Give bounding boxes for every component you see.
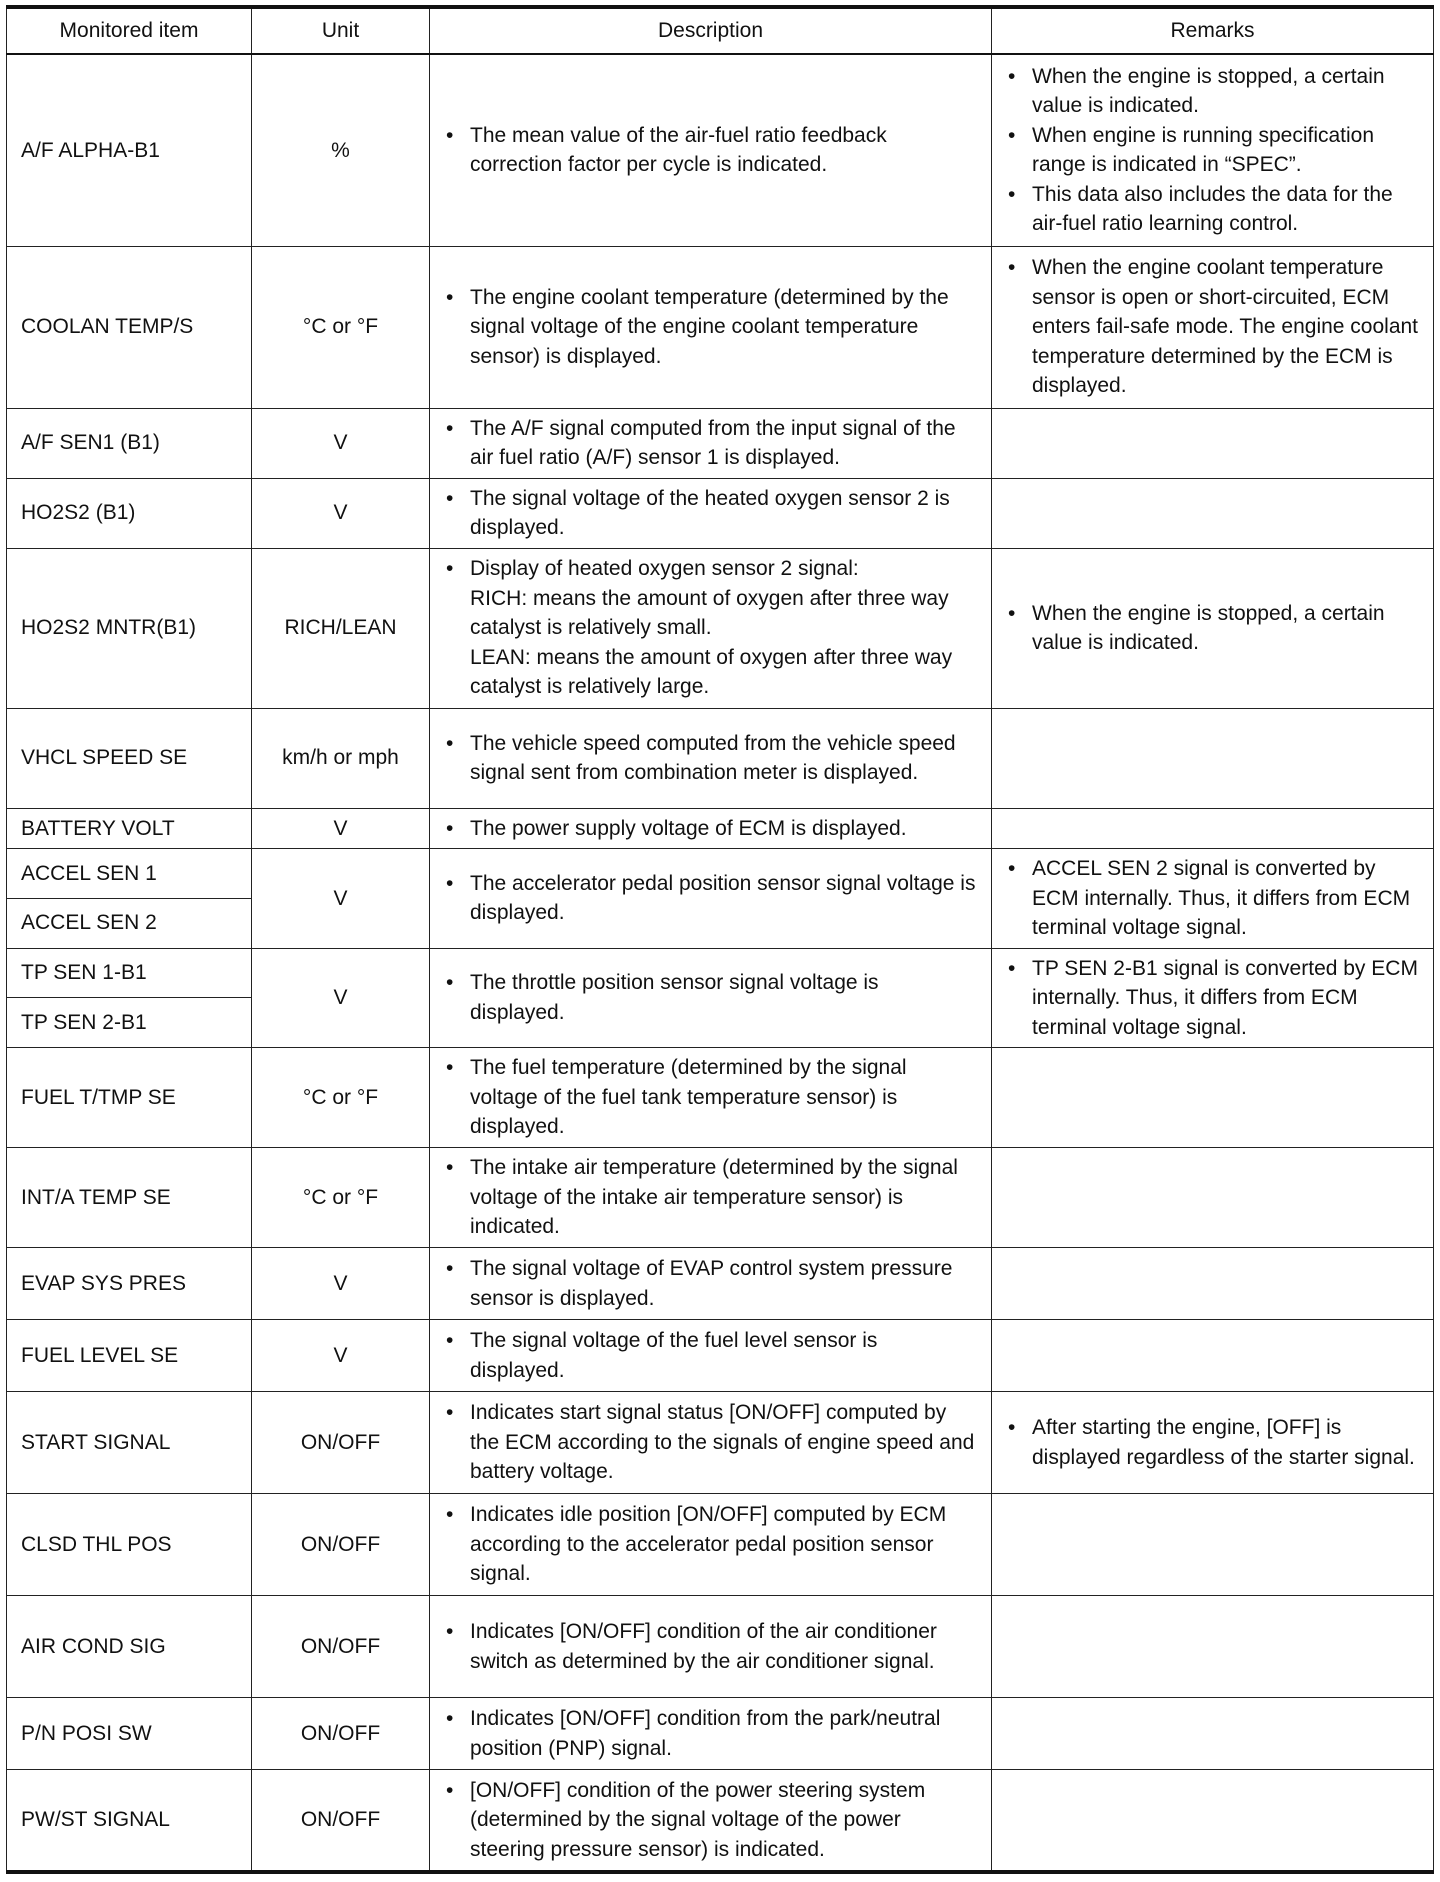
description-bullet: • The accelerator pedal position sensor signal voltage is displayed. — [444, 869, 977, 928]
row-description — [430, 1392, 992, 1494]
remark-bullet: • When engine is running specification range is indicated in “SPEC”. — [1006, 121, 1419, 180]
row-remarks — [992, 478, 1434, 548]
header-monitored-item: Monitored item — [7, 7, 252, 54]
row-unit: ON/OFF — [252, 1698, 430, 1770]
row-remarks — [992, 1770, 1434, 1872]
row-item: EVAP SYS PRES — [7, 1248, 252, 1320]
table-row — [7, 1596, 1434, 1698]
description-bullet: • Indicates idle position [ON/OFF] computed by ECM according to the accelerator pedal position sensor signal. — [444, 1500, 977, 1589]
row-item: BATTERY VOLT — [7, 808, 252, 849]
row-item: CLSD THL POS — [7, 1494, 252, 1596]
row-item: FUEL T/TMP SE — [7, 1048, 252, 1148]
table-row — [7, 246, 1434, 408]
row-item: INT/A TEMP SE — [7, 1148, 252, 1248]
row-remarks — [992, 1148, 1434, 1248]
row-unit: V — [252, 478, 430, 548]
table-row — [7, 408, 1434, 478]
table-row — [7, 708, 1434, 808]
table-row — [7, 1698, 1434, 1770]
table-row — [7, 1770, 1434, 1872]
table-row — [7, 1392, 1434, 1494]
row-unit: V — [252, 808, 430, 849]
table-row — [7, 849, 1434, 899]
row-unit: V — [252, 849, 430, 949]
remark-bullet: • After starting the engine, [OFF] is displayed regardless of the starter signal. — [1006, 1413, 1419, 1472]
row-remarks — [992, 1048, 1434, 1148]
table-row — [7, 1148, 1434, 1248]
row-description — [430, 948, 992, 1048]
row-item: TP SEN 1-B1 — [7, 948, 252, 998]
remark-bullet: • This data also includes the data for the air-fuel ratio learning control. — [1006, 180, 1419, 239]
remark-bullet: • When the engine is stopped, a certain value is indicated. — [1006, 62, 1419, 121]
row-description — [430, 849, 992, 949]
row-description — [430, 1320, 992, 1392]
row-description — [430, 1148, 992, 1248]
row-unit: % — [252, 54, 430, 246]
description-bullet: • The power supply voltage of ECM is displayed. — [444, 814, 977, 844]
description-bullet: • The signal voltage of the heated oxygen sensor 2 is displayed. — [444, 484, 977, 543]
table-row — [7, 548, 1434, 708]
row-item: VHCL SPEED SE — [7, 708, 252, 808]
description-bullet: • The signal voltage of EVAP control system pressure sensor is displayed. — [444, 1254, 977, 1313]
description-bullet: • [ON/OFF] condition of the power steering system (determined by the signal voltage of the power steering pressure sensor) is indicated. — [444, 1776, 977, 1865]
description-bullet — [444, 554, 977, 702]
row-unit: °C or °F — [252, 1148, 430, 1248]
description-bullet: • The engine coolant temperature (determined by the signal voltage of the engine coolant temperature sensor) is displayed. — [444, 283, 977, 372]
description-bullet: • Indicates [ON/OFF] condition from the park/neutral position (PNP) signal. — [444, 1704, 977, 1763]
row-description — [430, 54, 992, 246]
row-item: AIR COND SIG — [7, 1596, 252, 1698]
description-bullet: • The intake air temperature (determined by the signal voltage of the intake air temperature sensor) is indicated. — [444, 1153, 977, 1242]
description-bullet: • The vehicle speed computed from the vehicle speed signal sent from combination meter is displayed. — [444, 729, 977, 788]
row-description — [430, 1248, 992, 1320]
row-item: ACCEL SEN 1 — [7, 849, 252, 899]
row-item: HO2S2 MNTR(B1) — [7, 548, 252, 708]
row-unit: km/h or mph — [252, 708, 430, 808]
row-item: COOLAN TEMP/S — [7, 246, 252, 408]
row-remarks — [992, 246, 1434, 408]
table-row — [7, 54, 1434, 246]
table-row — [7, 948, 1434, 998]
header-description: Description — [430, 7, 992, 54]
description-bullet: • Indicates [ON/OFF] condition of the air conditioner switch as determined by the air conditioner signal. — [444, 1617, 977, 1676]
row-description — [430, 1698, 992, 1770]
row-remarks — [992, 808, 1434, 849]
row-description — [430, 408, 992, 478]
row-unit: V — [252, 1320, 430, 1392]
header-remarks: Remarks — [992, 7, 1434, 54]
row-remarks — [992, 408, 1434, 478]
row-remarks — [992, 1494, 1434, 1596]
row-unit: ON/OFF — [252, 1770, 430, 1872]
description-bullet: • The signal voltage of the fuel level sensor is displayed. — [444, 1326, 977, 1385]
remark-bullet: • When the engine coolant temperature sensor is open or short-circuited, ECM enters fail-safe mode. The engine coolant temperature determined by the ECM is displayed. — [1006, 253, 1419, 401]
row-remarks — [992, 948, 1434, 1048]
row-item: PW/ST SIGNAL — [7, 1770, 252, 1872]
description-bullet: • The mean value of the air-fuel ratio feedback correction factor per cycle is indicated. — [444, 121, 977, 180]
remark-bullet: • When the engine is stopped, a certain value is indicated. — [1006, 599, 1419, 658]
row-item: A/F ALPHA-B1 — [7, 54, 252, 246]
description-lean-line: LEAN: means the amount of oxygen after three way catalyst is relatively large. — [470, 645, 953, 699]
table-row — [7, 478, 1434, 548]
table-row — [7, 808, 1434, 849]
row-item: P/N POSI SW — [7, 1698, 252, 1770]
row-description — [430, 1596, 992, 1698]
row-unit: ON/OFF — [252, 1392, 430, 1494]
row-item-secondary: ACCEL SEN 2 — [7, 898, 252, 948]
row-unit: V — [252, 1248, 430, 1320]
row-unit: ON/OFF — [252, 1596, 430, 1698]
row-item: A/F SEN1 (B1) — [7, 408, 252, 478]
description-bullet: • Indicates start signal status [ON/OFF] computed by the ECM according to the signals of engine speed and battery voltage. — [444, 1398, 977, 1487]
row-remarks — [992, 1320, 1434, 1392]
row-remarks — [992, 1698, 1434, 1770]
row-unit: RICH/LEAN — [252, 548, 430, 708]
table-row — [7, 1048, 1434, 1148]
monitor-table-wrapper — [6, 5, 1433, 1874]
row-remarks — [992, 1392, 1434, 1494]
row-remarks — [992, 1596, 1434, 1698]
row-remarks — [992, 849, 1434, 949]
row-unit: V — [252, 408, 430, 478]
description-text: • Display of heated oxygen sensor 2 signal: — [470, 557, 859, 581]
monitored-items-table — [6, 5, 1434, 1874]
row-remarks — [992, 548, 1434, 708]
row-description — [430, 808, 992, 849]
table-row — [7, 1320, 1434, 1392]
row-description — [430, 246, 992, 408]
row-description — [430, 478, 992, 548]
row-description — [430, 1770, 992, 1872]
row-item: FUEL LEVEL SE — [7, 1320, 252, 1392]
description-bullet: • The fuel temperature (determined by the signal voltage of the fuel tank temperature sensor) is displayed. — [444, 1053, 977, 1142]
row-description — [430, 1494, 992, 1596]
header-unit: Unit — [252, 7, 430, 54]
table-header-row — [7, 7, 1434, 54]
table-row — [7, 1248, 1434, 1320]
row-unit: °C or °F — [252, 246, 430, 408]
remark-bullet: • TP SEN 2-B1 signal is converted by ECM internally. Thus, it differs from ECM terminal voltage signal. — [1006, 954, 1419, 1043]
description-rich-line: RICH: means the amount of oxygen after three way catalyst is relatively small. — [470, 586, 949, 640]
row-description — [430, 548, 992, 708]
row-remarks — [992, 1248, 1434, 1320]
description-bullet: • The A/F signal computed from the input signal of the air fuel ratio (A/F) sensor 1 is displayed. — [444, 414, 977, 473]
table-row — [7, 1494, 1434, 1596]
row-unit: V — [252, 948, 430, 1048]
row-item: START SIGNAL — [7, 1392, 252, 1494]
row-remarks — [992, 708, 1434, 808]
description-bullet: • The throttle position sensor signal voltage is displayed. — [444, 968, 977, 1027]
row-item-secondary: TP SEN 2-B1 — [7, 998, 252, 1048]
row-remarks — [992, 54, 1434, 246]
row-description — [430, 708, 992, 808]
row-unit: ON/OFF — [252, 1494, 430, 1596]
remark-bullet: • ACCEL SEN 2 signal is converted by ECM internally. Thus, it differs from ECM terminal voltage signal. — [1006, 854, 1419, 943]
row-unit: °C or °F — [252, 1048, 430, 1148]
row-item: HO2S2 (B1) — [7, 478, 252, 548]
row-description — [430, 1048, 992, 1148]
